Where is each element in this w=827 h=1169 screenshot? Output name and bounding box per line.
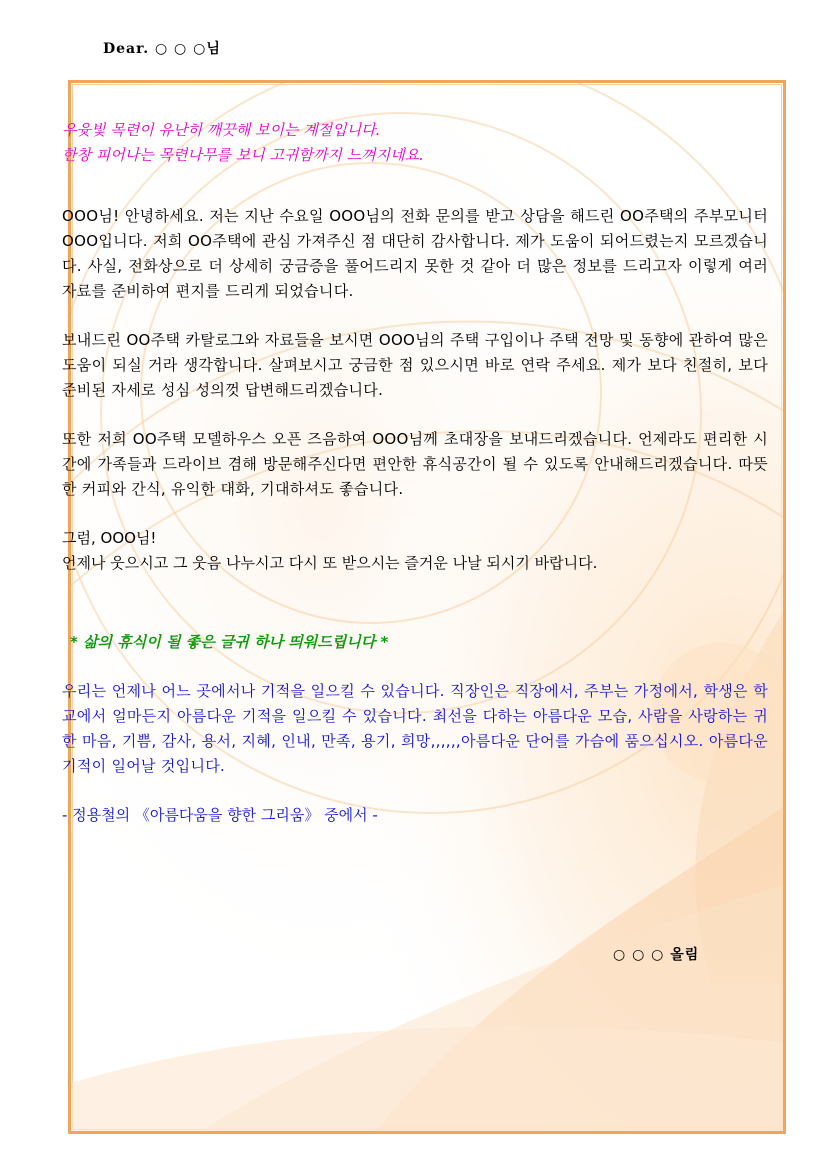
intro-line-1: 우윳빛 목련이 유난히 깨끗해 보이는 계절입니다. bbox=[62, 121, 381, 139]
intro-line-2: 한창 피어나는 목련나무를 보니 고귀함까지 느껴지네요. bbox=[62, 146, 424, 164]
salutation: Dear. ○ ○ ○님 bbox=[103, 41, 221, 57]
quote-source: - 정용철의 《아름다움을 향한 그리움》 중에서 - bbox=[62, 806, 378, 824]
signature: ○ ○ ○ 올림 bbox=[613, 947, 700, 963]
closing-line-1: 그럼, OOO님! bbox=[62, 529, 157, 547]
quote-text: 우리는 언제나 어느 곳에서나 기적을 일으킬 수 있습니다. 직장인은 직장에서, 주부는 가정에서, 학생은 학교에서 얼마든지 아름다운 기적을 일으킬 수 있습니다. 최선을 다하는 아름다운 모습, 사람을 사랑하는 귀한 마음, 기쁨, 감사, 용서, 지혜, 인내, 만족, 용기, 희망,,,,,,아름다운 단어를 가슴에 품으십시오. 아름다운 기적이 일어날 것입니다. bbox=[62, 682, 768, 775]
paragraph-catalog: 보내드린 OO주택 카탈로그와 자료들을 보시면 OOO님의 주택 구입이나 주택 전망 및 동향에 관하여 많은 도움이 되실 거라 생각합니다. 살펴보시고 궁금한 점 있으시면 바로 연락 주세요. 제가 보다 친절히, 보다 준비된 자세로 성심 성의껏 답변해드리겠습니다. bbox=[62, 331, 768, 399]
paragraph-greeting: OOO님! 안녕하세요. 저는 지난 수요일 OOO님의 전화 문의를 받고 상담을 해드린 OO주택의 주부모니터 OOO입니다. 저희 OO주택에 관심 가져주신 점 대단히 감사합니다. 제가 도움이 되어드렸는지 모르겠습니다. 사실, 전화상으로 더 상세히 궁금증을 풀어드리지 못한 것 같아 더 많은 정보를 드리고자 이렇게 여러 자료를 준비하여 편지를 드리게 되었습니다. bbox=[62, 207, 768, 300]
letter-body bbox=[62, 118, 768, 828]
quote-title: * 삶의 휴식이 될 좋은 글귀 하나 띄워드립니다 * bbox=[70, 633, 389, 651]
closing-line-2: 언제나 웃으시고 그 웃음 나누시고 다시 또 받으시는 즐거운 나날 되시기 바랍니다. bbox=[62, 554, 598, 572]
paragraph-invitation: 또한 저희 OO주택 모델하우스 오픈 즈음하여 OOO님께 초대장을 보내드리겠습니다. 언제라도 편리한 시간에 가족들과 드라이브 겸해 방문해주신다면 편안한 휴식공간이 될 수 있도록 안내해드리겠습니다. 따뜻한 커피와 간식, 유익한 대화, 기대하셔도 좋습니다. bbox=[62, 430, 768, 498]
